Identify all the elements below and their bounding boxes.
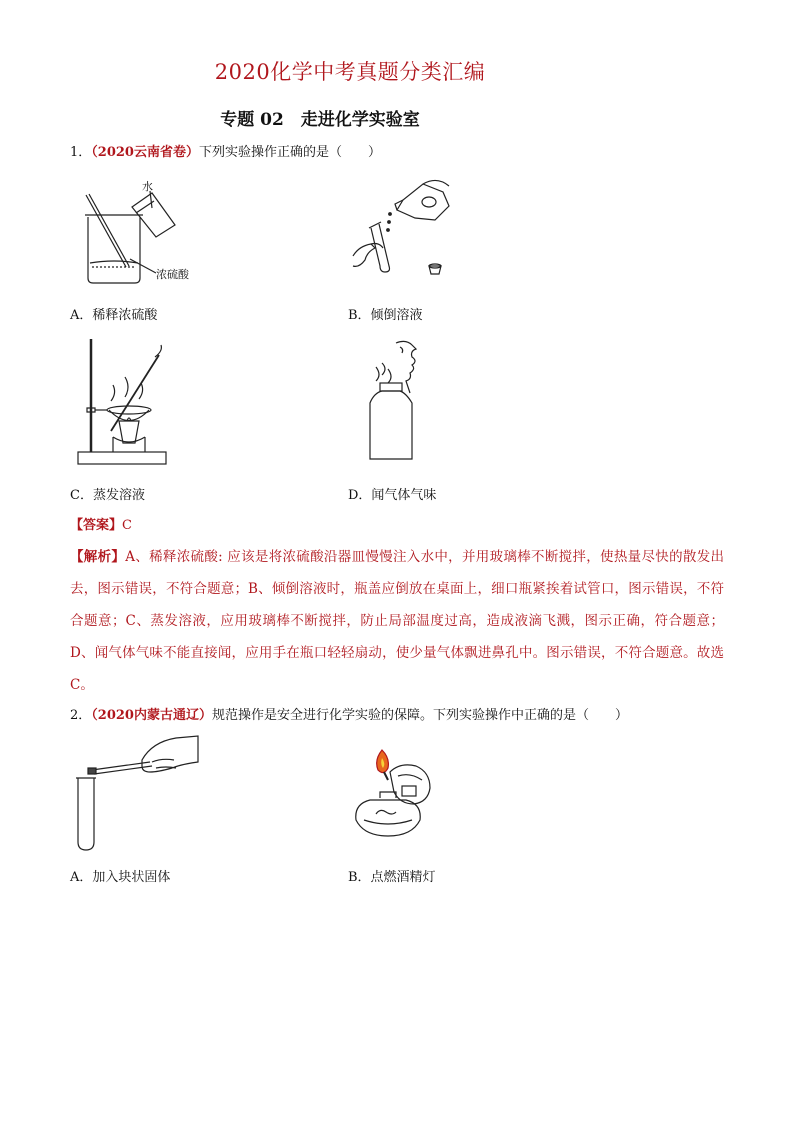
figure-dilute-acid (80, 175, 205, 290)
figure-pour-liquid (345, 172, 475, 292)
analysis-label: 【解析】 (70, 549, 126, 565)
question-number: 2． (70, 708, 92, 723)
analysis-text: A、稀释浓硫酸: 应该是将浓硫酸沿器皿慢慢注入水中，并用玻璃棒不断搅拌，使热量尽快的散发出去，图示错误，不符合题意；B、倾倒溶液时，瓶盖应倒放在桌面上，细口瓶紧挨着试管口，图示错误，不符合题意；C、蒸发溶液，应用玻璃棒不断搅拌，防止局部温度过高，造成液滴飞溅，图示正确，符合题意；D、闻气体气味不能直接闻，应用手在瓶口轻轻扇动，使少量气体飘进鼻孔中。图示错误，不符合题意。故选C。 (70, 549, 725, 693)
option-2a: A．加入块状固体 (70, 870, 171, 885)
question-1-stem-line (70, 143, 381, 163)
answer-line (70, 514, 132, 533)
question-source: （2020内蒙古通辽） (91, 708, 212, 723)
figure-smell-gas (360, 335, 455, 465)
question-number: 1． (70, 145, 92, 160)
water-label: 水 (142, 180, 153, 193)
document-title: 2020化学中考真题分类汇编 (214, 60, 486, 84)
figure-add-solid (72, 732, 202, 854)
figure-light-lamp (340, 748, 450, 843)
acid-label: 浓硫酸 (156, 268, 189, 281)
document-subtitle: 专题 02 走进化学实验室 (220, 110, 420, 130)
question-2-stem-line (70, 706, 628, 726)
answer-value: C (122, 518, 132, 533)
question-source: （2020云南省卷） (91, 145, 199, 160)
option-d: D．闻气体气味 (348, 488, 437, 503)
option-c: C．蒸发溶液 (70, 488, 145, 503)
question-stem: 规范操作是安全进行化学实验的保障。下列实验操作中正确的是（ ） (211, 708, 628, 723)
question-stem: 下列实验操作正确的是（ ） (198, 145, 381, 160)
figure-evaporate (75, 335, 175, 470)
option-a: A．稀释浓硫酸 (70, 308, 158, 323)
option-2b: B．点燃酒精灯 (348, 870, 436, 885)
analysis-paragraph (70, 541, 724, 701)
answer-label: 【答案】 (70, 518, 123, 533)
option-b: B．倾倒溶液 (348, 308, 423, 323)
